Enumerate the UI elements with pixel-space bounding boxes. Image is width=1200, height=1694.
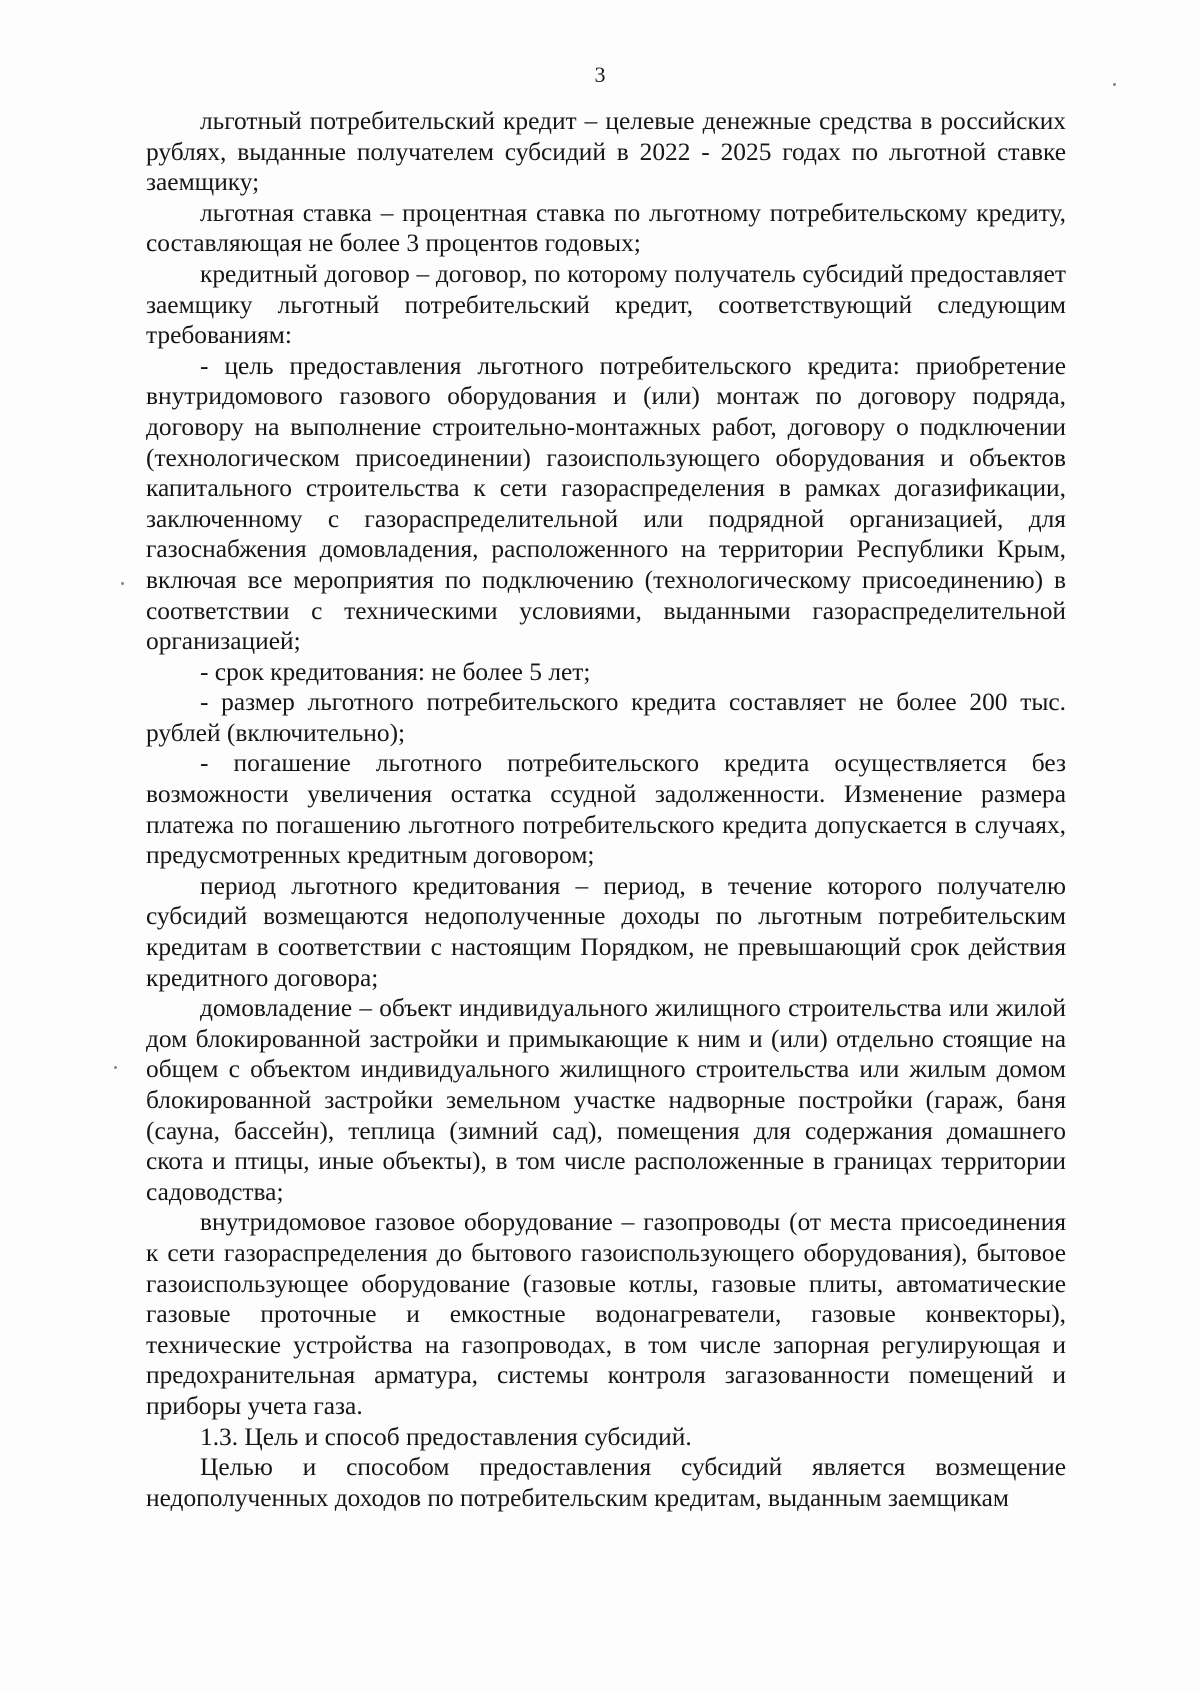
scan-speck [1113, 83, 1116, 86]
paragraph-credit-term: - срок кредитования: не более 5 лет; [200, 657, 591, 686]
paragraph-gas-equipment: внутридомовое газовое оборудование – газопроводы (от места присоединения к сети газораспределения до бытового газоиспользующего оборудования), бытовое газоиспользующее оборудование (газовые котлы, газовые плиты, автоматические газовые проточные и емкостные водонагреватели, газовые конвекторы), технические устройства на газопроводах, в том числе запорная регулирующая и предохранительная арматура, системы контроля загазованности помещений и приборы учета газа. [146, 1208, 1066, 1420]
page-number: 3 [594, 62, 606, 87]
scan-speck [121, 582, 124, 585]
paragraph-credit-period: период льготного кредитования – период, в течение которого получателю субсидий возмещаются недополученные доходы по льготным потребительским кредитам в соответствии с настоящим Порядком, не превышающий срок действия кредитного договора; [146, 871, 1066, 992]
paragraph-credit-repayment: - погашение льготного потребительского кредита осуществляется без возможности увеличения остатка ссудной задолженности. Изменение размера платежа по погашению льготного потребительского кредита допускается в случаях, предусмотренных кредитным договором; [146, 749, 1066, 870]
paragraph-credit-agreement: кредитный договор – договор, по которому получатель субсидий предоставляет заемщику льготный потребительский кредит, соответствующий следующим требованиям: [146, 259, 1066, 350]
paragraph-household: домовладение – объект индивидуального жилищного строительства или жилой дом блокированной застройки и примыкающие к ним и (или) отдельно стоящие на общем с объектом индивидуального жилищного строительства или жилым домом блокированной застройки земельном участке надворные постройки (гараж, баня (сауна, бассейн), теплица (зимний сад), помещения для содержания домашнего скота и птицы, иные объекты), в том числе расположенные в границах территории садоводства; [146, 994, 1066, 1206]
paragraph-subsidy-purpose: Целью и способом предоставления субсидий является возмещение недополученных доходов по потребительским кредитам, выданным заемщикам [146, 1453, 1066, 1512]
paragraph-credit-purpose: - цель предоставления льготного потребительского кредита: приобретение внутридомового газового оборудования и (или) монтаж по договору подряда, договору на выполнение строительно-монтажных работ, договору о подключении (технологическом присоединении) газоиспользующего оборудования и объектов капитального строительства к сети газораспределения в рамках догазификации, заключенному с газораспределительной или подрядной организацией, для газоснабжения домовладения, расположенного на территории Республики Крым, включая все мероприятия по подключению (технологическому присоединению) в соответствии с техническими условиями, выданными газораспределительной организацией; [146, 351, 1066, 656]
document-body [146, 106, 1066, 1513]
paragraph-credit-amount: - размер льготного потребительского кредита составляет не более 200 тыс. рублей (включительно); [146, 688, 1066, 747]
scan-speck [114, 1066, 117, 1069]
paragraph-preferential-rate: льготная ставка – процентная ставка по льготному потребительскому кредиту, составляющая не более 3 процентов годовых; [146, 198, 1066, 258]
paragraph-preferential-credit: льготный потребительский кредит – целевые денежные средства в российских рублях, выданные получателем субсидий в 2022 - 2025 годах по льготной ставке заемщику; [146, 107, 1066, 197]
section-heading-1-3: 1.3. Цель и способ предоставления субсидий. [200, 1422, 692, 1451]
